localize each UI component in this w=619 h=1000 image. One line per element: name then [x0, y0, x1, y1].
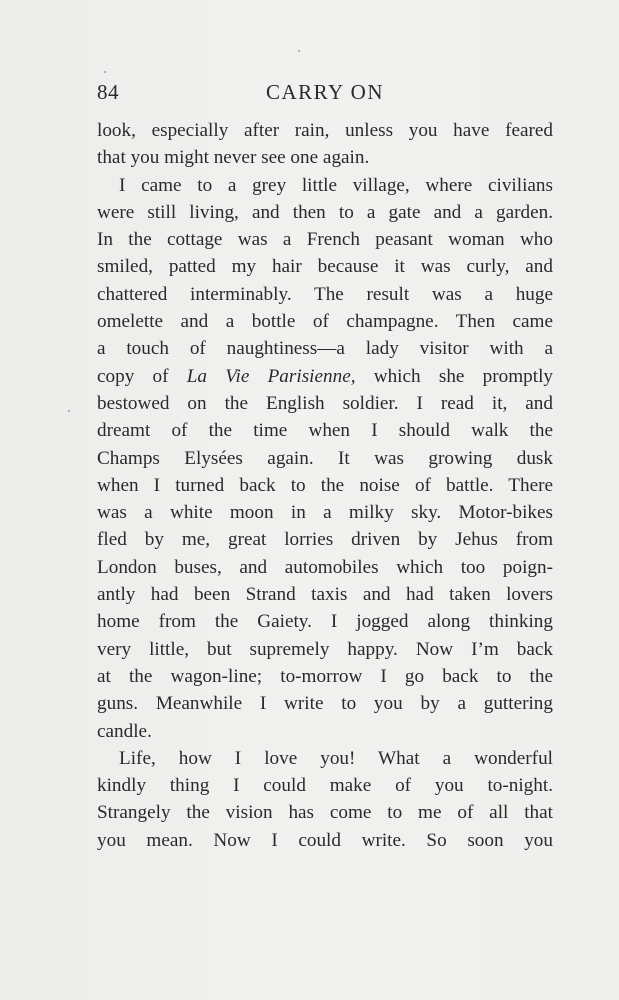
text-line: was a white moon in a milky sky. Motor-bikes — [97, 502, 553, 524]
text-line: you mean. Now I could write. So soon you — [97, 829, 553, 851]
text-line: bestowed on the English soldier. I read it, and — [97, 392, 553, 414]
text-fragment: which she promptly — [355, 365, 553, 387]
text-line: omelette and a bottle of champagne. Then came — [97, 311, 553, 333]
text-line: that you might never see one again. — [97, 147, 370, 169]
text-line: very little, but supremely happy. Now I’m back — [97, 638, 553, 660]
paper-speck — [104, 71, 106, 73]
text-line: antly had been Strand taxis and had taken lovers — [97, 584, 553, 606]
text-line: I came to a grey little village, where civilians — [119, 174, 553, 196]
text-line: a touch of naughtiness—a lady visitor with a — [97, 338, 553, 360]
page-number: 84 — [97, 80, 119, 104]
text-line: dreamt of the time when I should walk the — [97, 420, 553, 442]
page-header — [97, 80, 553, 110]
text-line: look, especially after rain, unless you have feared — [97, 120, 553, 141]
text-line: kindly thing I could make of you to-night. — [97, 775, 553, 797]
running-title: CARRY ON — [266, 80, 384, 104]
text-line: London buses, and automobiles which too poign- — [97, 556, 553, 578]
text-line: at the wagon-line; to-morrow I go back to the — [97, 665, 553, 687]
text-line: Strangely the vision has come to me of all that — [97, 802, 553, 824]
text-line: when I turned back to the noise of battle. There — [97, 474, 553, 496]
text-line: guns. Meanwhile I write to you by a guttering — [97, 693, 553, 715]
text-line: chattered interminably. The result was a huge — [97, 283, 553, 305]
text-line — [97, 363, 553, 390]
text-line: candle. — [97, 720, 152, 742]
text-fragment: copy of — [97, 365, 187, 387]
text-line: were still living, and then to a gate and a garden. — [97, 201, 553, 223]
text-line: Champs Elysées again. It was growing dusk — [97, 447, 553, 469]
italic-title: La Vie Parisienne, — [186, 365, 356, 387]
text-line: In the cottage was a French peasant woman who — [97, 229, 553, 251]
text-line: Life, how I love you! What a wonderful — [119, 747, 553, 769]
text-line: fled by me, great lorries driven by Jehus from — [97, 529, 553, 551]
paper-speck — [298, 50, 300, 52]
paper-speck — [68, 410, 70, 412]
text-line: home from the Gaiety. I jogged along thinking — [97, 611, 553, 633]
text-line: smiled, patted my hair because it was curly, and — [97, 256, 553, 278]
body-text — [97, 117, 553, 854]
